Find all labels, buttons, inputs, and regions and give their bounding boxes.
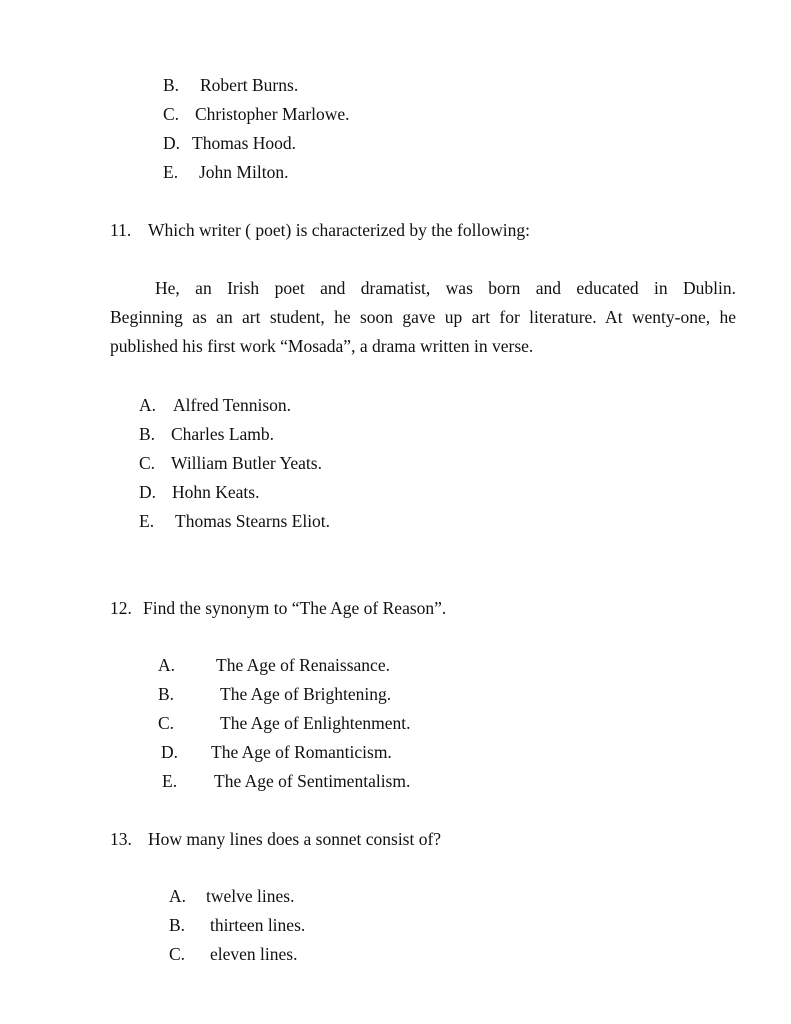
option-text: Christopher Marlowe. bbox=[195, 104, 350, 124]
question-number: 12. bbox=[110, 598, 132, 618]
option-letter: E. bbox=[139, 511, 155, 531]
question-text: How many lines does a sonnet consist of? bbox=[148, 829, 442, 849]
question-text: Which writer ( poet) is characterized by the following: bbox=[148, 220, 530, 240]
question-passage bbox=[110, 274, 736, 361]
option-letter: A. bbox=[139, 395, 157, 415]
option-letter: D. bbox=[163, 133, 181, 153]
question-text: Find the synonym to “The Age of Reason”. bbox=[143, 598, 447, 618]
option-letter: B. bbox=[139, 424, 156, 444]
option-letter: C. bbox=[158, 713, 175, 733]
option-text: William Butler Yeats. bbox=[171, 453, 322, 473]
option-text: Hohn Keats. bbox=[172, 482, 260, 502]
option-text: John Milton. bbox=[199, 162, 289, 182]
option-text: The Age of Enlightenment. bbox=[220, 713, 411, 733]
question-number: 11. bbox=[110, 220, 132, 240]
option-letter: D. bbox=[139, 482, 157, 502]
option-letter: C. bbox=[169, 944, 186, 964]
option-text: The Age of Sentimentalism. bbox=[214, 771, 411, 791]
option-letter: A. bbox=[158, 655, 176, 675]
option-letter: E. bbox=[162, 771, 178, 791]
question-number: 13. bbox=[110, 829, 132, 849]
option-text: eleven lines. bbox=[210, 944, 298, 964]
passage-line: He, an Irish poet and dramatist, was born and educated in Dublin. bbox=[155, 278, 736, 298]
option-text: Alfred Tennison. bbox=[173, 395, 292, 415]
option-text: Robert Burns. bbox=[200, 75, 299, 95]
option-text: twelve lines. bbox=[206, 886, 295, 906]
option-text: thirteen lines. bbox=[210, 915, 306, 935]
passage-line: Beginning as an art student, he soon gave up art for literature. At wenty-one, he bbox=[110, 307, 736, 327]
option-letter: C. bbox=[139, 453, 156, 473]
option-letter: B. bbox=[158, 684, 175, 704]
option-text: Thomas Hood. bbox=[192, 133, 297, 153]
option-text: The Age of Romanticism. bbox=[211, 742, 392, 762]
option-letter: A. bbox=[169, 886, 187, 906]
option-text: The Age of Brightening. bbox=[220, 684, 392, 704]
option-text: Charles Lamb. bbox=[171, 424, 275, 444]
option-text: The Age of Renaissance. bbox=[216, 655, 390, 675]
option-letter: C. bbox=[163, 104, 180, 124]
option-letter: E. bbox=[163, 162, 179, 182]
passage-line: published his first work “Mosada”, a drama written in verse. bbox=[110, 336, 534, 356]
option-text: Thomas Stearns Eliot. bbox=[175, 511, 331, 531]
option-letter: D. bbox=[161, 742, 179, 762]
option-letter: B. bbox=[163, 75, 180, 95]
option-letter: B. bbox=[169, 915, 186, 935]
